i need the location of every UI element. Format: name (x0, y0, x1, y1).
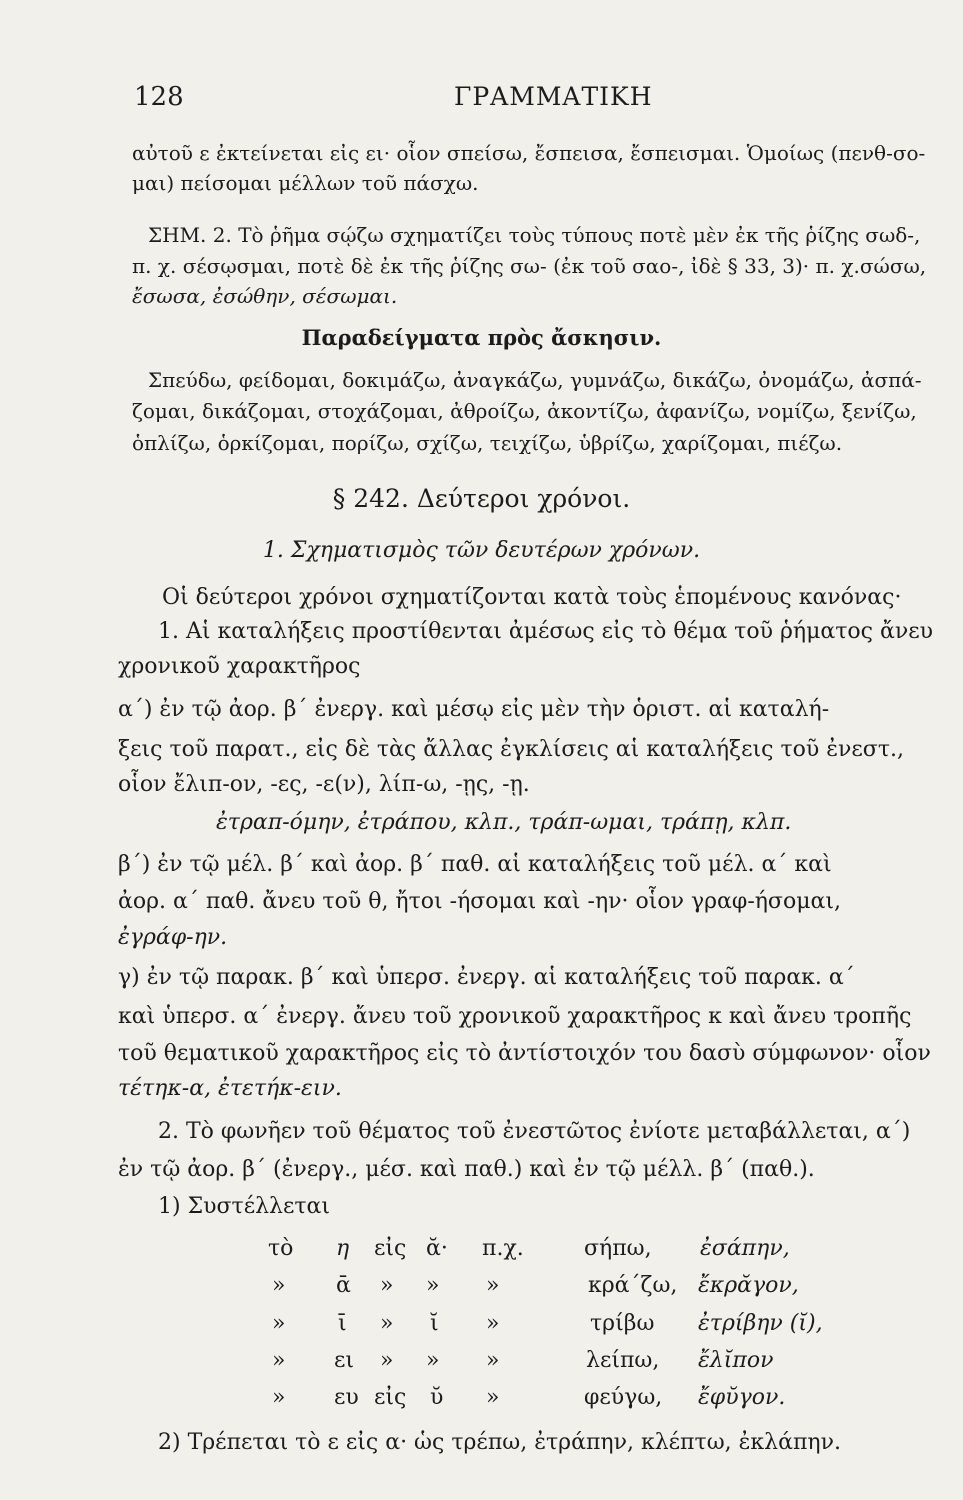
body-line-9: ἀορ. α΄ παθ. ἄνευ τοῦ θ, ἤτοι -ήσομαι καὶ -ην· οἷον γραφ-ήσομαι, (118, 889, 841, 914)
body-line-15: 2. Τὸ φωνῆεν τοῦ θέματος τοῦ ἐνεστῶτος ἐνίοτε μεταβάλλεται, α΄) (158, 1119, 911, 1144)
page-number: 128 (134, 82, 184, 112)
body-line-2: 1. Αἱ καταλήξεις προστίθενται ἀμέσως εἰς τὸ θέμα τοῦ ῥήματος ἄνευ (158, 619, 933, 644)
body-line-4: α΄) ἐν τῷ ἀορ. β΄ ἐνεργ. καὶ μέσῳ εἰς μὲν τὴν ὁριστ. αἱ καταλή- (118, 697, 830, 722)
final-line: 2) Τρέπεται τὸ ε εἰς α· ὡς τρέπω, ἐτράπην, κλέπτω, ἐκλάπην. (158, 1430, 841, 1455)
intro-line-1: αὐτοῦ ε ἐκτείνεται εἰς ει· οἷον σπείσω, ἔσπεισα, ἔσπεισμαι. Ὁμοίως (πενθ-σο- (132, 141, 926, 165)
exercise-line-3: ὁπλίζω, ὁρκίζομαι, πορίζω, σχίζω, τειχίζω, ὑβρίζω, χαρίζομαι, πιέζω. (132, 431, 843, 455)
body-line-10: ἐγράφ-ην. (118, 925, 228, 950)
body-line-17: 1) Συστέλλεται (158, 1194, 331, 1219)
body-line-11: γ) ἐν τῷ παρακ. β΄ καὶ ὑπερσ. ἐνεργ. αἱ καταλήξεις τοῦ παρακ. α΄ (118, 965, 855, 990)
intro-line-2: μαι) πείσομαι μέλλων τοῦ πάσχω. (132, 171, 479, 195)
body-line-7: ἐτραπ-όμην, ἐτράπου, κλπ., τράπ-ωμαι, τράπῃ, κλπ. (216, 810, 792, 835)
running-title: ΓΡΑΜΜΑΤΙΚΗ (454, 82, 653, 111)
note-line-1: ΣΗΜ. 2. Τὸ ῥῆμα σῴζω σχηματίζει τοὺς τύπους ποτὲ μὲν ἐκ τῆς ῥίζης σωδ-, (148, 223, 921, 247)
body-line-13: τοῦ θεματικοῦ χαρακτῆρος εἰς τὸ ἀντίστοιχόν του δασὺ σύμφωνον· οἷον (118, 1041, 931, 1066)
body-line-1: Οἱ δεύτεροι χρόνοι σχηματίζονται κατὰ τοὺς ἑπομένους κανόνας· (162, 585, 902, 610)
body-line-16: ἐν τῷ ἀορ. β΄ (ἐνεργ., μέσ. καὶ παθ.) καὶ ἐν τῷ μέλλ. β΄ (παθ.). (118, 1157, 815, 1182)
section-heading: § 242. Δεύτεροι χρόνοι. (332, 484, 631, 513)
body-line-8: β΄) ἐν τῷ μέλ. β΄ καὶ ἀορ. β΄ παθ. αἱ καταλήξεις τοῦ μέλ. α΄ καὶ (118, 852, 832, 877)
exercise-heading: Παραδείγματα πρὸς ἄσκησιν. (301, 325, 662, 350)
book-page: 128 ΓΡΑΜΜΑΤΙΚΗ αὐτοῦ ε ἐκτείνεται εἰς ει· οἷον σπείσω, ἔσπεισα, ἔσπεισμαι. Ὁμοίως (πενθ-σο- μαι) πείσομαι μέλλων τοῦ πάσχω. ΣΗΜ. 2. Τὸ ῥῆμα σῴζω σχηματίζει τοὺς τύπους ποτὲ μὲν ἐκ τῆς ῥίζης σωδ-, π. χ. σέσῳσμαι, ποτὲ δὲ ἐκ τῆς ῥίζης σω- (ἐκ τοῦ σαο-, ἰδὲ § 33, 3)· π. χ.σώσω, ἔσωσα, ἐσώθην, σέσωμαι. Παραδείγματα πρὸς ἄσκησιν. Σπεύδω, φείδομαι, δοκιμάζω, ἀναγκάζω, γυμνάζω, δικάζω, ὀνομάζω, ἀσπά- ζομαι, δικάζομαι, στοχάζομαι, ἀθροίζω, ἀκοντίζω, ἀφανίζω, νομίζω, ξενίζω, ὁπλίζω, ὁρκίζομαι, πορίζω, σχίζω, τειχίζω, ὑβρίζω, χαρίζομαι, πιέζω. § 242. Δεύτεροι χρόνοι. 1. Σχηματισμὸς τῶν δευτέρων χρόνων. Οἱ δεύτεροι χρόνοι σχηματίζονται κατὰ τοὺς ἑπομένους κανόνας· 1. Αἱ καταλήξεις προστίθενται ἀμέσως εἰς τὸ θέμα τοῦ ῥήματος ἄνευ χρονικοῦ χαρακτῆρος α΄) ἐν τῷ ἀορ. β΄ ἐνεργ. καὶ μέσῳ εἰς μὲν τὴν ὁριστ. αἱ καταλή- ξεις τοῦ παρατ., εἰς δὲ τὰς ἄλλας ἐγκλίσεις αἱ καταλήξεις τοῦ ἐνεστ., οἷον ἔλιπ-ον, -ες, -ε(ν), λίπ-ω, -ῃς, -ῃ. ἐτραπ-όμην, ἐτράπου, κλπ., τράπ-ωμαι, τράπῃ, κλπ. β΄) ἐν τῷ μέλ. β΄ καὶ ἀορ. β΄ παθ. αἱ καταλήξεις τοῦ μέλ. α΄ καὶ ἀορ. α΄ παθ. ἄνευ τοῦ θ, ἤτοι -ήσομαι καὶ -ην· οἷον γραφ-ήσομαι, ἐγράφ-ην. γ) ἐν τῷ παρακ. β΄ καὶ ὑπερσ. ἐνεργ. αἱ καταλήξεις τοῦ παρακ. α΄ καὶ ὑπερσ. α΄ ἐνεργ. ἄνευ τοῦ χρονικοῦ χαρακτῆρος κ καὶ ἄνευ τροπῆς τοῦ θεματικοῦ χαρακτῆρος εἰς τὸ ἀντίστοιχόν του δασὺ σύμφωνον· οἷον τέτηκ-α, ἐτετήκ-ειν. 2. Τὸ φωνῆεν τοῦ θέματος τοῦ ἐνεστῶτος ἐνίοτε μεταβάλλεται, α΄) ἐν τῷ ἀορ. β΄ (ἐνεργ., μέσ. καὶ παθ.) καὶ ἐν τῷ μέλλ. β΄ (παθ.). 1) Συστέλλεται τὸ η εἰς ᾰ· π.χ. σήπω, ἐσάπην, » ᾱ » » » κρά΄ζω, ἔκρᾰγον, » ῑ » ῐ » τρίβω ἐτρίβην (ῐ), » ει » » » λείπω, ἔλῐπον » ευ εἰς ῠ » φεύγω, ἔφῠγον. 2) Τρέπεται τὸ ε εἰς α· ὡς τρέπω, ἐτράπην, κλέπτω, ἐκλάπην. (0, 0, 963, 1500)
note-line-2: π. χ. σέσῳσμαι, ποτὲ δὲ ἐκ τῆς ῥίζης σω- (ἐκ τοῦ σαο-, ἰδὲ § 33, 3)· π. χ.σώσω, (132, 254, 927, 278)
exercise-line-2: ζομαι, δικάζομαι, στοχάζομαι, ἀθροίζω, ἀκοντίζω, ἀφανίζω, νομίζω, ξενίζω, (132, 399, 917, 423)
body-line-6: οἷον ἔλιπ-ον, -ες, -ε(ν), λίπ-ω, -ῃς, -ῃ. (118, 772, 530, 797)
body-line-5: ξεις τοῦ παρατ., εἰς δὲ τὰς ἄλλας ἐγκλίσεις αἱ καταλήξεις τοῦ ἐνεστ., (118, 737, 904, 762)
exercise-line-1: Σπεύδω, φείδομαι, δοκιμάζω, ἀναγκάζω, γυμνάζω, δικάζω, ὀνομάζω, ἀσπά- (148, 368, 922, 392)
body-line-12: καὶ ὑπερσ. α΄ ἐνεργ. ἄνευ τοῦ χρονικοῦ χαρακτῆρος κ καὶ ἄνευ τροπῆς (118, 1004, 912, 1029)
subsection-heading: 1. Σχηματισμὸς τῶν δευτέρων χρόνων. (262, 538, 701, 563)
body-line-14: τέτηκ-α, ἐτετήκ-ειν. (118, 1076, 342, 1101)
body-line-3: χρονικοῦ χαρακτῆρος (118, 654, 361, 679)
note-line-3: ἔσωσα, ἐσώθην, σέσωμαι. (132, 284, 398, 308)
